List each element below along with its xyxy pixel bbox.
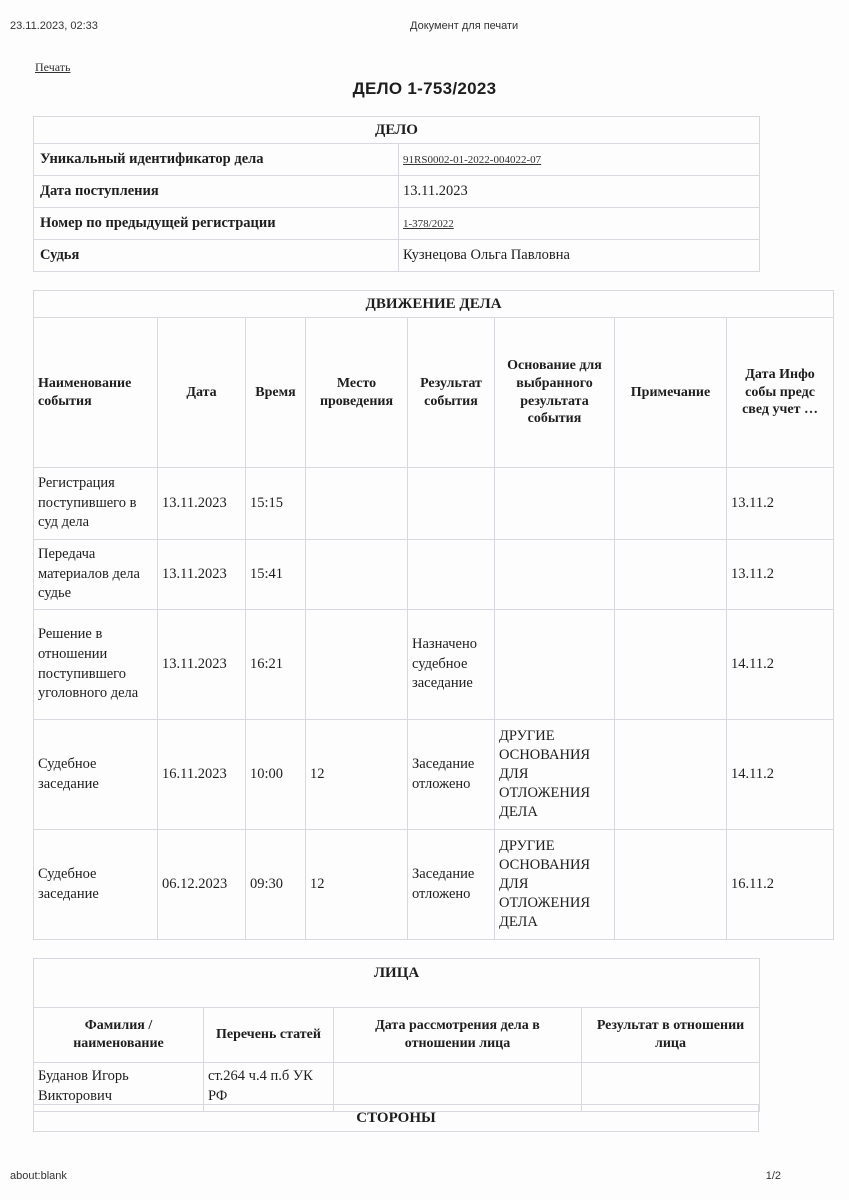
persons-table (33, 958, 760, 1112)
posted-cell: 16.11.2 (727, 830, 834, 940)
print-link[interactable]: Печать (35, 60, 71, 74)
posted-cell: 14.11.2 (727, 610, 834, 720)
note-cell (615, 830, 727, 940)
print-datetime: 23.11.2023, 02:33 (10, 20, 98, 32)
time-cell: 15:41 (246, 540, 306, 610)
posted-cell: 13.11.2 (727, 540, 834, 610)
result-cell (408, 540, 495, 610)
posted-cell: 13.11.2 (727, 468, 834, 540)
event-cell: Регистрация поступившего в суд дела (34, 468, 158, 540)
table-row (34, 720, 834, 830)
event-cell: Судебное заседание (34, 830, 158, 940)
case-info-table (33, 116, 760, 272)
time-cell: 09:30 (246, 830, 306, 940)
place-cell: 12 (306, 720, 408, 830)
receipt-date-value: 13.11.2023 (399, 176, 760, 208)
col-articles: Перечень статей (204, 1008, 334, 1063)
page-number: 1/2 (765, 1170, 781, 1182)
case-movement-title: ДВИЖЕНИЕ ДЕЛА (34, 291, 834, 318)
col-basis: Основание для выбранного результата события (495, 318, 615, 468)
col-note: Примечание (615, 318, 727, 468)
case-info-label: Дата поступления (34, 176, 399, 208)
case-movement-section (33, 290, 818, 942)
date-cell: 06.12.2023 (158, 830, 246, 940)
case-uid-value (399, 144, 760, 176)
case-info-row (34, 176, 760, 208)
basis-cell: ДРУГИЕ ОСНОВАНИЯ ДЛЯ ОТЛОЖЕНИЯ ДЕЛА (495, 830, 615, 940)
sides-title: СТОРОНЫ (34, 1105, 759, 1132)
articles-cell: ст.264 ч.4 п.б УК РФ (204, 1063, 334, 1112)
result-cell: Заседание отложено (408, 830, 495, 940)
note-cell (615, 540, 727, 610)
date-cell: 13.11.2023 (158, 468, 246, 540)
place-cell (306, 540, 408, 610)
basis-cell: ДРУГИЕ ОСНОВАНИЯ ДЛЯ ОТЛОЖЕНИЯ ДЕЛА (495, 720, 615, 830)
date-cell: 13.11.2023 (158, 540, 246, 610)
case-info-row (34, 144, 760, 176)
persons-title: ЛИЦА (34, 959, 760, 1008)
case-info-label: Уникальный идентификатор дела (34, 144, 399, 176)
table-row (34, 540, 834, 610)
col-posted: Дата Инфо собы предс свед учет … (727, 318, 834, 468)
footer-url: about:blank (10, 1170, 67, 1182)
case-movement-table (33, 290, 834, 940)
print-doc-title: Документ для печати (410, 20, 519, 32)
case-info-title: ДЕЛО (34, 117, 760, 144)
print-footer (10, 1170, 839, 1186)
event-cell: Решение в отношении поступившего уголовного дела (34, 610, 158, 720)
place-cell (306, 610, 408, 720)
judge-value: Кузнецова Ольга Павловна (399, 240, 760, 272)
table-row (34, 468, 834, 540)
col-person-result: Результат в отношении лица (582, 1008, 760, 1063)
result-cell (408, 468, 495, 540)
col-review-date: Дата рассмотрения дела в отношении лица (334, 1008, 582, 1063)
place-cell: 12 (306, 830, 408, 940)
note-cell (615, 720, 727, 830)
event-cell: Судебное заседание (34, 720, 158, 830)
posted-cell: 14.11.2 (727, 720, 834, 830)
case-info-row (34, 240, 760, 272)
col-place: Место проведения (306, 318, 408, 468)
table-row (34, 610, 834, 720)
time-cell: 16:21 (246, 610, 306, 720)
time-cell: 15:15 (246, 468, 306, 540)
note-cell (615, 610, 727, 720)
event-cell: Передача материалов дела судье (34, 540, 158, 610)
col-date: Дата (158, 318, 246, 468)
case-uid-link[interactable]: 91RS0002-01-2022-004022-07 (403, 153, 542, 166)
col-result: Результат события (408, 318, 495, 468)
case-info-row (34, 208, 760, 240)
case-movement-header (34, 318, 834, 468)
time-cell: 10:00 (246, 720, 306, 830)
previous-number-link[interactable]: 1-378/2022 (403, 217, 454, 230)
table-row (34, 830, 834, 940)
date-cell: 13.11.2023 (158, 610, 246, 720)
case-info-label: Судья (34, 240, 399, 272)
result-cell: Заседание отложено (408, 720, 495, 830)
col-event: Наименование события (34, 318, 158, 468)
place-cell (306, 468, 408, 540)
date-cell: 16.11.2023 (158, 720, 246, 830)
case-title: ДЕЛО 1-753/2023 (352, 79, 497, 98)
previous-number-value (399, 208, 760, 240)
note-cell (615, 468, 727, 540)
basis-cell (495, 610, 615, 720)
print-header (10, 20, 839, 36)
col-time: Время (246, 318, 306, 468)
case-info-label: Номер по предыдущей регистрации (34, 208, 399, 240)
sides-table (33, 1104, 759, 1132)
person-name-cell: Буданов Игорь Викторович (34, 1063, 204, 1112)
basis-cell (495, 468, 615, 540)
persons-header (34, 1008, 760, 1063)
basis-cell (495, 540, 615, 610)
col-name: Фамилия / наименование (34, 1008, 204, 1063)
result-cell: Назначено судебное заседание (408, 610, 495, 720)
